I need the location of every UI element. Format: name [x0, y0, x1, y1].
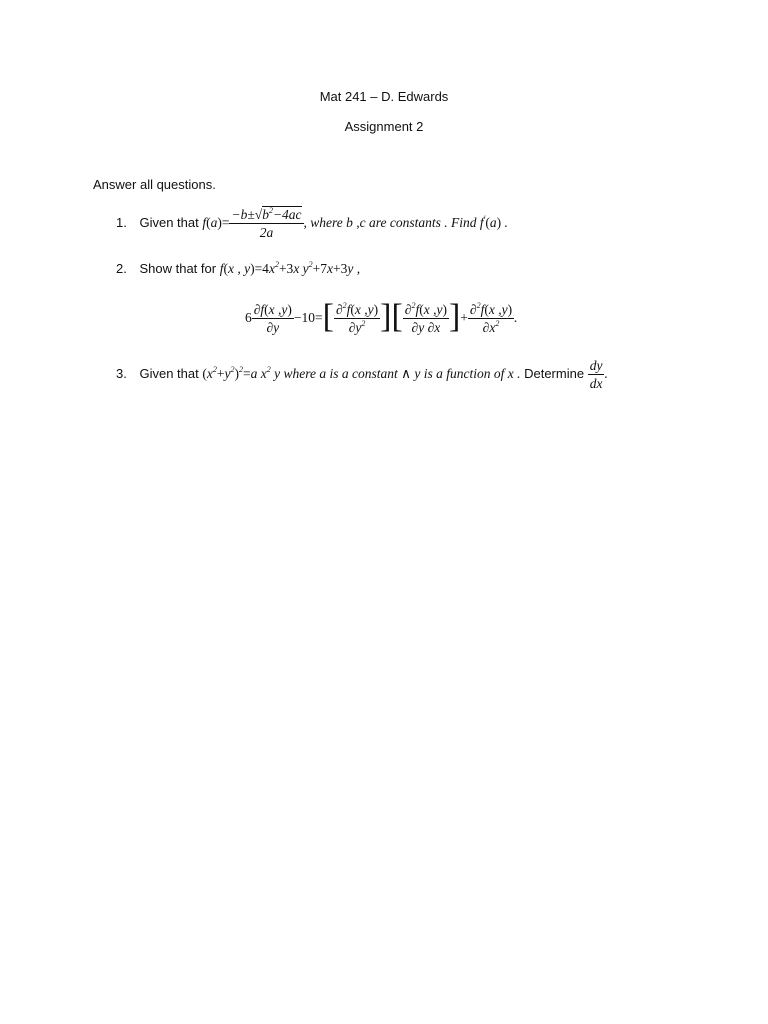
question-lead: Given that: [139, 366, 199, 381]
question-2-equation: 6 $\frac{\partial f(x ,y)}{\partial y}$ −10=[ $\frac{\partial^2f(x ,y)}{\partial y^2}$ ][ $\frac{\partial^2f(x ,y)}{\partial y \partial x}$ ]+ $\frac{\partial^2f(x ,y)}{\partial x^2}$ .: [245, 297, 518, 336]
equation-coefficient: 6: [245, 310, 252, 325]
course-title: Mat 241 – D. Edwards: [319, 89, 449, 104]
dy-dx-fraction: $\frac{dy}{dx}$: [589, 358, 603, 392]
question-3-determine: Determine: [524, 366, 585, 381]
question-lead: Show that for: [139, 261, 217, 276]
question-3-expression: $(x^2+y^2)^2=a$ $x^2$ y where a is a constant ∧ y is a function of x .: [202, 365, 521, 381]
question-2-function: f(x , $y)=4x^2+3x$ $y^2+7x+3y$ ,: [219, 260, 361, 276]
question-2: [116, 261, 360, 277]
question-3: 3. Given that $(x^2+y^2)^2=a$ $x^2$ y where a is a constant ∧ y is a function of x . Determine $\frac{dy}{dx}$ .: [116, 358, 608, 392]
question-number: 2.: [116, 261, 127, 276]
instructions: Answer all questions.: [93, 177, 216, 192]
question-lead: Given that: [139, 215, 199, 230]
assignment-title: Assignment 2: [344, 119, 424, 134]
question-number: 1.: [116, 215, 127, 230]
question-1: [116, 201, 508, 245]
question-number: 3.: [116, 366, 127, 381]
question-1-formula: f(a)= $\frac{-b\pm√b^2-4ac}{2a}$ , where b ,c are constants . Find f′(a) .: [202, 206, 508, 241]
